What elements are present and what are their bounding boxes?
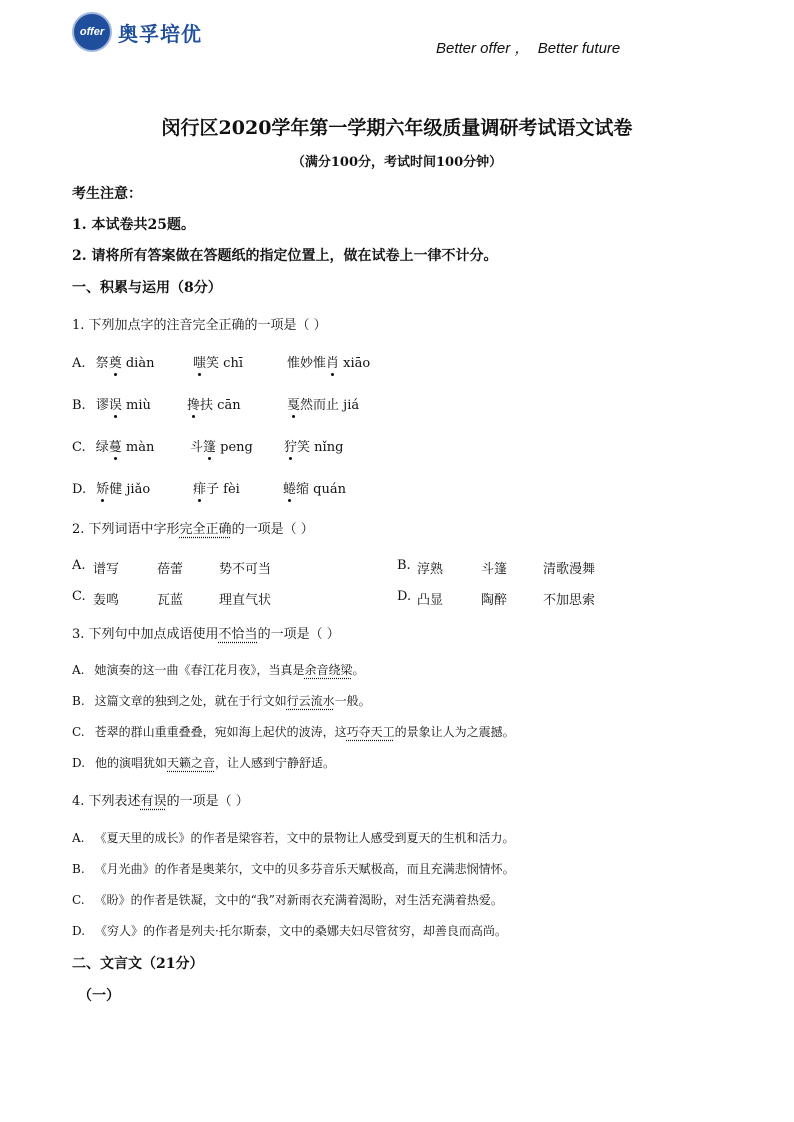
q3-option-d: D. 他的演唱犹如天籁之音，让人感到宁静舒适。 [72,756,336,770]
q1-option-a [72,352,154,371]
q4-option-d: D. 《穷人》的作者是列夫·托尔斯泰，文中的桑娜夫妇尽管贫穷，却善良而高尚。 [72,924,507,938]
question-4-stem: 4. 下列表述有误的一项是（ ） [72,794,249,809]
q1-option-c-word-2: 斗篷 peng [190,436,253,455]
q2-option-d-letter: D. [397,589,412,604]
offer-logo-icon [72,12,112,52]
q3-option-c: C. 苍翠的群山重重叠叠，宛如海上起伏的波涛，这巧夺天工的景象让人为之震撼。 [72,725,515,739]
option-word-1: 谬误 miù [96,398,151,413]
question-1-stem: 1. 下列加点字的注音完全正确的一项是（ ） [72,318,327,333]
notice-item-1: 1. 本试卷共25题。 [72,217,195,233]
q2-option-a-letter: A. [72,558,86,573]
q1-option-a-word-2: 嗤笑 chī [193,352,243,371]
question-3-stem: 3. 下列句中加点成语使用不恰当的一项是（ ） [72,627,340,642]
logo-mark: offer [79,26,105,38]
q2-option-c-word-3: 理直气状 [219,593,272,608]
q4-option-c: C. 《盼》的作者是铁凝，文中的“我”对新雨衣充满着渴盼，对生活充满着热爱。 [72,893,503,907]
q2-option-c-letter: C. [72,589,86,604]
q3-option-b: B. 这篇文章的独到之处，就在于行文如行云流水一般。 [72,694,371,708]
section-2-heading: 二、文言文（21分） [72,956,204,972]
question-2-stem: 2. 下列词语中字形完全正确的一项是（ ） [72,522,314,537]
q2-option-d-word-1: 凸显 [417,593,444,608]
q1-option-b-word-2: 搀扶 cān [187,394,241,413]
q2-option-d-word-2: 陶醉 [481,593,508,608]
q2-option-d-word-3: 不加思索 [543,593,596,608]
q1-option-d-word-2: 痱子 fèi [193,478,240,497]
q4-option-a: A. 《夏天里的成长》的作者是梁容若，文中的景物让人感受到夏天的生机和活力。 [72,831,515,845]
q2-option-b-letter: B. [397,558,411,573]
q2-option-a-word-1: 谱写 [93,562,120,577]
q1-option-d-word-3: 蜷缩 quán [283,478,346,497]
logo-text: 奥孚培优 [118,21,202,46]
section-1-heading: 一、积累与运用（8分） [72,280,222,296]
q1-option-c [72,436,154,455]
exam-title: 闵行区2020学年第一学期六年级质量调研考试语文试卷 [161,117,633,139]
q2-option-b-word-2: 斗篷 [481,562,508,577]
notice-item-2: 2. 请将所有答案做在答题纸的指定位置上，做在试卷上一律不计分。 [72,248,498,264]
q1-option-a-word-3: 惟妙惟肖 xiāo [287,352,370,371]
q1-option-c-word-3: 狞笑 nǐng [284,436,343,455]
notice-heading: 考生注意： [72,186,142,202]
option-letter: D. [72,482,87,497]
q4-option-b: B. 《月光曲》的作者是奥莱尔，文中的贝多芬音乐天赋极高，而且充满悲悯情怀。 [72,862,515,876]
option-letter: A. [72,356,86,371]
q2-option-a-word-2: 蓓蕾 [157,562,184,577]
brand-logo [72,12,202,52]
q1-option-b [72,394,151,413]
q1-option-d [72,478,150,497]
option-word-1: 矫健 jiǎo [96,482,150,497]
q2-option-c-word-1: 轰鸣 [93,593,120,608]
q1-option-b-word-3: 戛然而止 jiá [287,394,359,413]
option-word-1: 祭奠 diàn [96,356,155,371]
section-2-subheading: （一） [78,988,120,1004]
q2-option-a-word-3: 势不可当 [219,562,272,577]
q3-option-a: A. 她演奏的这一曲《春江花月夜》，当真是余音绕梁。 [72,663,365,677]
exam-subtitle: （满分100分，考试时间100分钟） [291,155,503,170]
option-letter: C. [72,440,86,455]
q2-option-b-word-3: 清歌漫舞 [543,562,596,577]
option-word-1: 绿蔓 màn [96,440,155,455]
q2-option-c-word-2: 瓦蓝 [157,593,184,608]
header-slogan: Better offer ， Better future [436,40,621,57]
option-letter: B. [72,398,86,413]
q2-option-b-word-1: 淳熟 [417,562,444,577]
